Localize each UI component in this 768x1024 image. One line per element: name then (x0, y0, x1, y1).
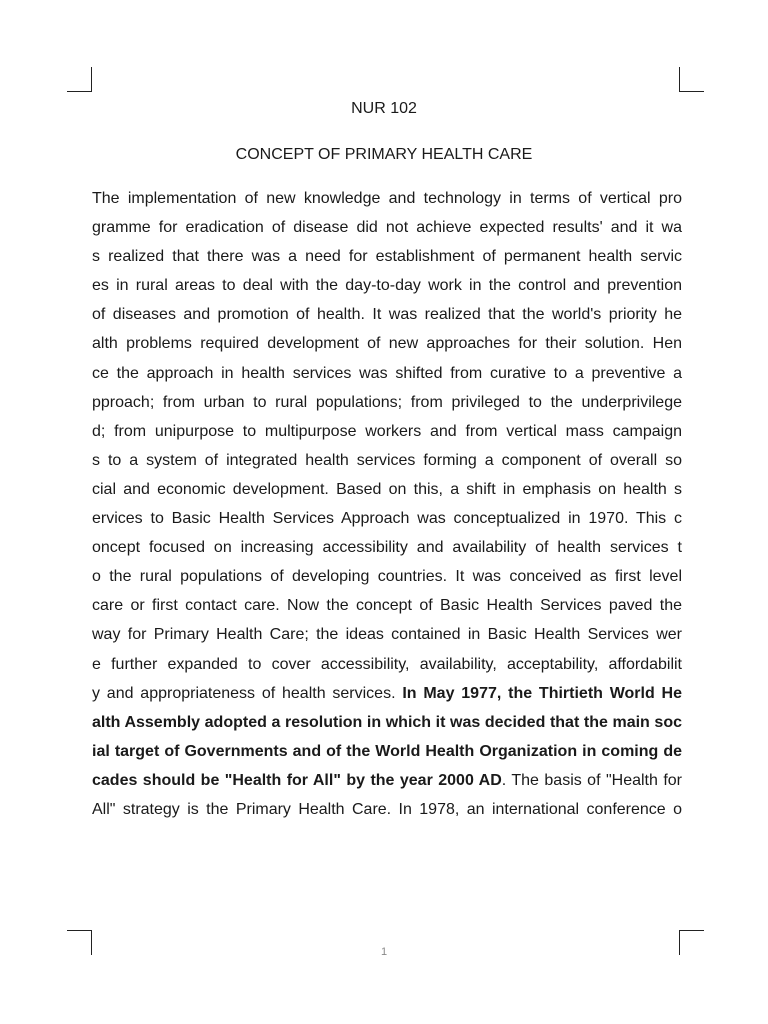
bold-text-segment: cades should be "Health for All" by the year 2000 AD (92, 771, 502, 789)
text-segment: cial and economic development. Based on this, a shift in emphasis on health s (92, 480, 682, 498)
text-segment: The implementation of new knowledge and technology in terms of vertical pro (92, 190, 682, 207)
body-line (92, 271, 682, 300)
crop-mark-top-right (679, 67, 704, 92)
crop-mark-top-left (67, 67, 92, 92)
text-segment: d; from unipurpose to multipurpose workers and from vertical mass campaign (92, 422, 682, 440)
body-line (92, 359, 682, 388)
text-segment: y and appropriateness of health services. (92, 684, 403, 702)
body-line (92, 562, 682, 591)
body-line (92, 620, 682, 649)
text-segment: s to a system of integrated health services forming a component of overall so (92, 451, 682, 469)
text-segment: care or first contact care. Now the concept of Basic Health Services paved the (92, 597, 682, 615)
page-number: 1 (380, 946, 388, 958)
bold-text-segment: alth Assembly adopted a resolution in which it was decided that the main soc (92, 713, 682, 731)
text-segment: . The basis of "Health for (501, 771, 683, 789)
body-line (92, 679, 682, 708)
body-line (92, 737, 682, 766)
body-line (92, 417, 682, 446)
text-segment: e further expanded to cover accessibility, availability, acceptability, affordabilit (92, 655, 682, 673)
body-line (92, 650, 682, 679)
text-segment: of diseases and promotion of health. It was realized that the world's priority he (92, 306, 682, 324)
course-code: NUR 102 (351, 100, 417, 117)
body-line (92, 795, 682, 824)
text-segment: alth problems required development of new approaches for their solution. Hen (92, 335, 682, 353)
text-segment: pproach; from urban to rural populations; from privileged to the underprivilege (92, 393, 682, 411)
body-line (92, 184, 682, 213)
body-line (92, 475, 682, 504)
body-line (92, 242, 682, 271)
body-line (92, 446, 682, 475)
body-line (92, 388, 682, 417)
text-segment: ce the approach in health services was shifted from curative to a preventive a (92, 364, 682, 382)
text-segment: es in rural areas to deal with the day-to-day work in the control and prevention (92, 277, 682, 295)
body-line (92, 533, 682, 562)
body-line (92, 300, 682, 329)
text-segment: s realized that there was a need for establishment of permanent health servic (92, 248, 682, 266)
body-line (92, 329, 682, 358)
body-line (92, 708, 682, 737)
text-segment: o the rural populations of developing countries. It was conceived as first level (92, 568, 682, 586)
body-line (92, 213, 682, 242)
text-segment: way for Primary Health Care; the ideas contained in Basic Health Services wer (92, 626, 682, 644)
text-segment: ervices to Basic Health Services Approach was conceptualized in 1970. This c (92, 510, 682, 528)
bold-text-segment: In May 1977, the Thirtieth World He (402, 684, 683, 702)
body-line (92, 504, 682, 533)
document-title: CONCEPT OF PRIMARY HEALTH CARE (235, 146, 533, 163)
bold-text-segment: ial target of Governments and of the World Health Organization in coming de (92, 742, 682, 760)
body-text (92, 184, 682, 824)
body-line (92, 591, 682, 620)
text-segment: gramme for eradication of disease did not achieve expected results' and it wa (92, 219, 682, 237)
body-line (92, 766, 682, 795)
text-segment: oncept focused on increasing accessibility and availability of health services t (92, 539, 682, 557)
text-segment: All" strategy is the Primary Health Care. In 1978, an international conference o (92, 800, 682, 818)
